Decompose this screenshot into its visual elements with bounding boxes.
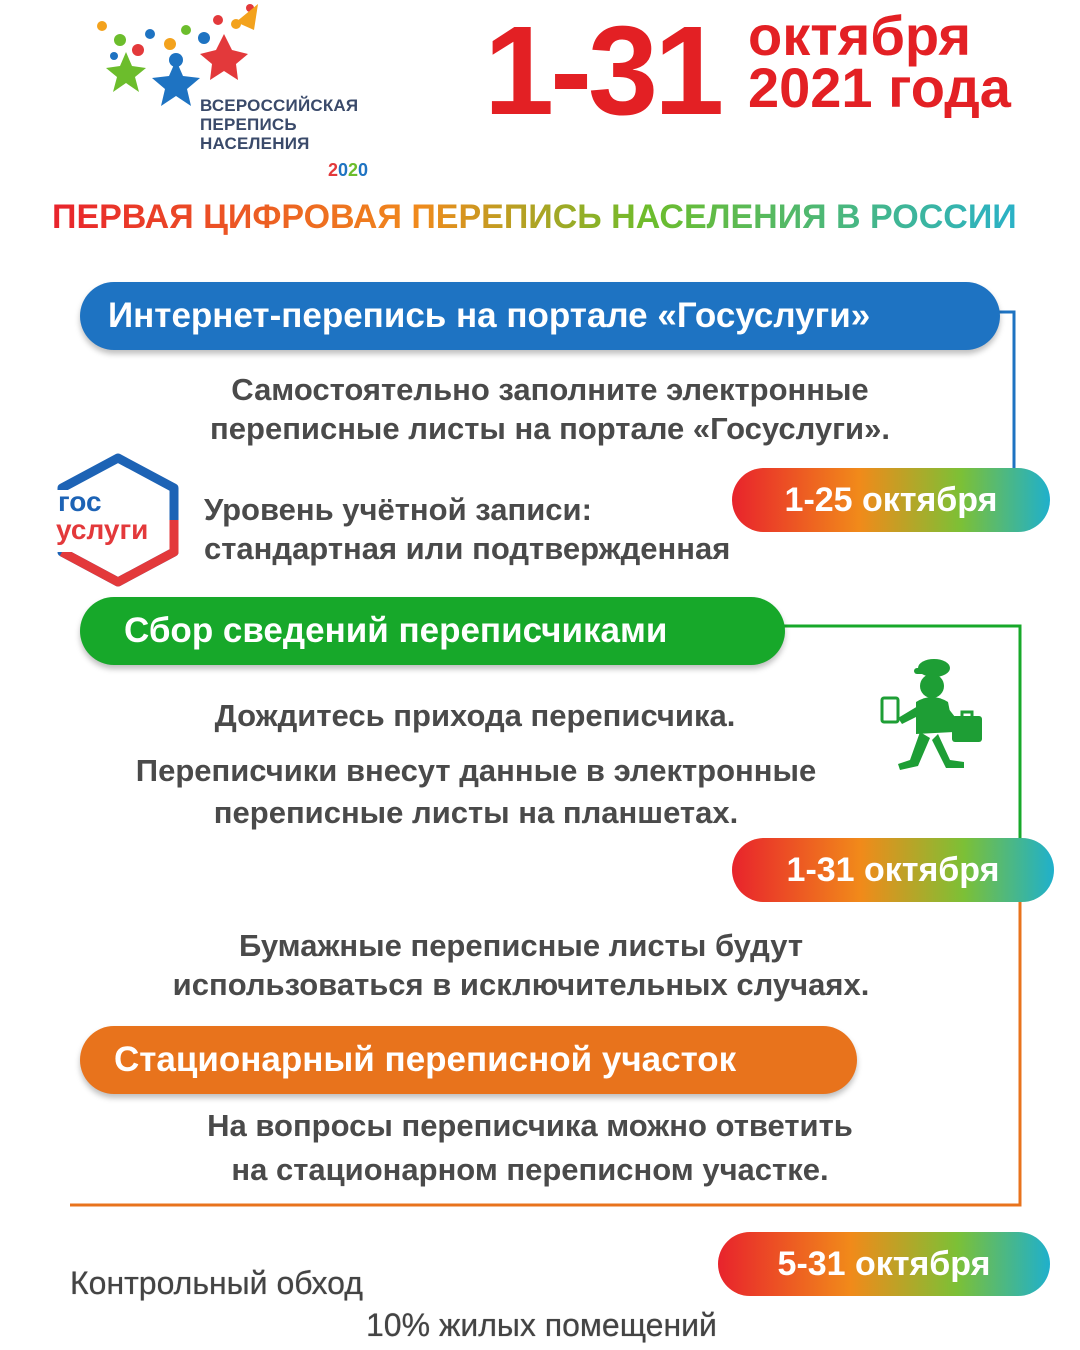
gosuslugi-badge-line1: гос (58, 486, 102, 517)
census-taker-icon (876, 656, 986, 776)
collectors-title: Сбор сведений переписчиками (80, 597, 785, 665)
logo-line-1: ВСЕРОССИЙСКАЯ (200, 96, 359, 115)
collectors-wait-text: Дождитесь прихода переписчика. (214, 698, 736, 733)
internet-census-text: Самостоятельно заполните электронные переписные листы на портале «Госуслуги». (210, 372, 890, 446)
logo-text (200, 96, 358, 153)
logo-year: 2020 (328, 160, 369, 180)
paper-forms-text: Бумажные переписные листы будут использоваться в исключительных случаях. (172, 928, 870, 1002)
date-year: 2021 года (748, 56, 1011, 119)
collectors-text: Переписчики внесут данные в электронные переписные листы на планшетах. (135, 753, 817, 830)
logo-line-3: НАСЕЛЕНИЯ (200, 134, 310, 153)
date-month: октября (748, 4, 972, 67)
station-text: На вопросы переписчика можно ответить на стационарном переписном участке. (207, 1108, 853, 1187)
date-range: 1-31 (484, 0, 721, 141)
logo-line-2: ПЕРЕПИСЬ (200, 115, 297, 134)
account-level-text: Уровень учётной записи: стандартная или подтвержденная (204, 492, 731, 566)
date-month-year (748, 4, 1011, 119)
gosuslugi-badge-line2: услуги (56, 514, 149, 545)
internet-census-date: 1-25 октября (732, 468, 1050, 532)
control-percent-text: 10% жилых помещений (366, 1307, 717, 1343)
headline: ПЕРВАЯ ЦИФРОВАЯ ПЕРЕПИСЬ НАСЕЛЕНИЯ В РОССИИ (52, 198, 1017, 236)
control-date: 5-31 октября (718, 1232, 1050, 1296)
collectors-date: 1-31 октября (732, 838, 1054, 902)
control-round-text: Контрольный обход (70, 1265, 363, 1301)
internet-census-title: Интернет-перепись на портале «Госуслуги» (80, 282, 1000, 350)
station-title: Стационарный переписной участок (80, 1026, 857, 1094)
